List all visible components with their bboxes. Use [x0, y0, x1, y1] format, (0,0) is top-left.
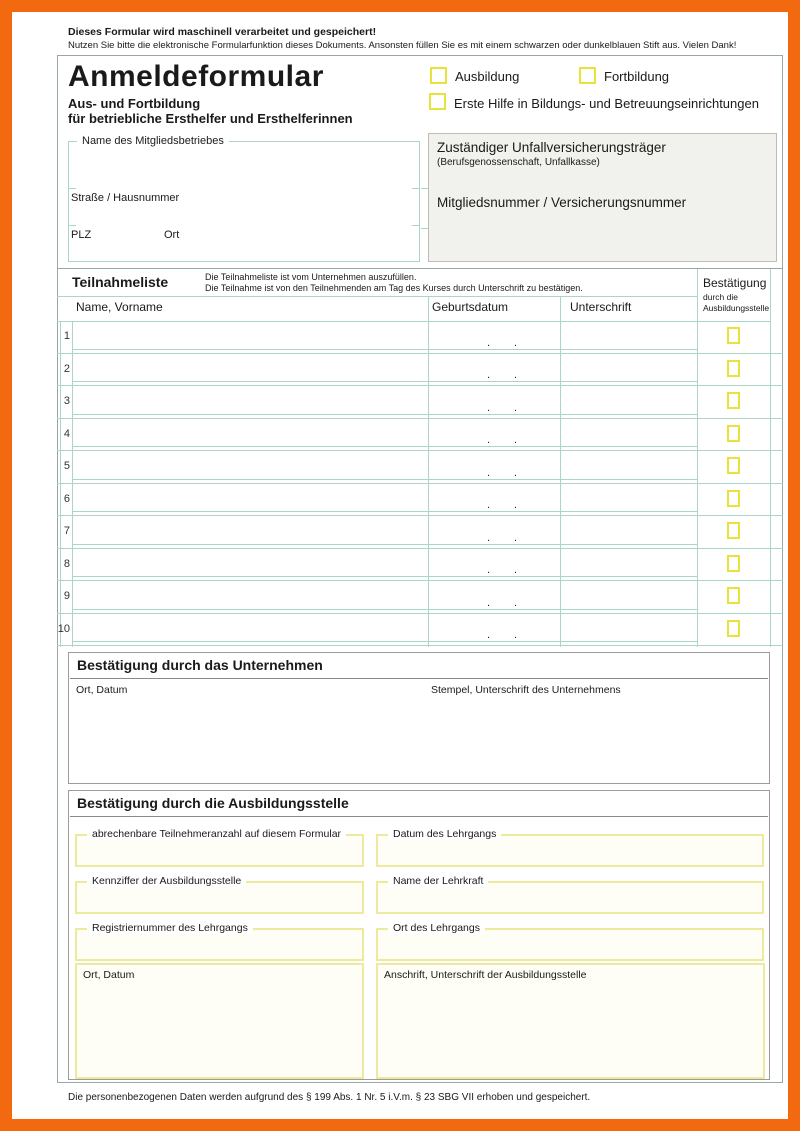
- insurer-sublabel: (Berufsgenossenschaft, Unfallkasse): [437, 157, 600, 168]
- date-dot: .: [487, 629, 491, 641]
- row-confirmation-checkbox[interactable]: [727, 587, 740, 604]
- form-subtitle: [68, 96, 353, 126]
- trainer-field[interactable]: [75, 828, 364, 867]
- date-dot: .: [487, 401, 491, 414]
- participant-row: [57, 451, 783, 484]
- row-writing-line: [72, 609, 697, 610]
- ort-datum-label: Ort, Datum: [76, 684, 128, 696]
- participant-row: [57, 386, 783, 419]
- ort-label: Ort: [164, 229, 180, 241]
- field-tick: [69, 188, 76, 189]
- trainer-field[interactable]: [376, 875, 764, 914]
- row-number: 2: [63, 362, 70, 375]
- trainer-field[interactable]: [75, 922, 364, 961]
- member-number-label: Mitgliedsnummer / Versicherungsnummer: [437, 195, 687, 210]
- row-number: 4: [63, 427, 70, 440]
- checkbox-fortbildung[interactable]: [579, 67, 596, 84]
- row-confirmation-checkbox[interactable]: [727, 425, 740, 442]
- date-dot: .: [487, 531, 491, 544]
- field-label: abrechenbare Teilnehmeranzahl auf diesem Formular: [87, 828, 346, 840]
- row-confirmation-checkbox[interactable]: [727, 490, 740, 507]
- street-label: Straße / Hausnummer: [71, 192, 180, 204]
- date-dot: .: [487, 596, 491, 609]
- participant-row: [57, 419, 783, 452]
- row-confirmation-checkbox[interactable]: [727, 555, 740, 572]
- row-writing-line: [72, 511, 697, 512]
- heading-rule: [70, 816, 768, 817]
- participants-notes: [205, 272, 583, 294]
- date-dot: .: [514, 336, 518, 349]
- row-confirmation-checkbox[interactable]: [727, 327, 740, 344]
- row-number: 7: [63, 525, 70, 537]
- row-confirmation-checkbox[interactable]: [727, 457, 740, 474]
- subtitle-line1: Aus- und Fortbildung: [68, 96, 201, 111]
- date-dot: .: [514, 499, 518, 511]
- row-writing-line: [72, 576, 697, 577]
- top-notice-text: Nutzen Sie bitte die elektronische Formularfunktion dieses Dokuments. Ansonsten füllen Sie es mit einem schwarzen oder dunkelblauen Stift aus. Vielen Dank!: [68, 40, 737, 51]
- column-header-signature: Unterschrift: [570, 300, 632, 314]
- column-header-birthdate: Geburtsdatum: [432, 300, 509, 314]
- date-dot: .: [514, 629, 518, 641]
- row-number: 6: [63, 492, 70, 505]
- field-label: Anschrift, Unterschrift der Ausbildungsstelle: [384, 969, 587, 981]
- field-tick: [69, 225, 76, 226]
- row-writing-line: [72, 544, 697, 545]
- trainer-confirmation-box: [68, 790, 770, 1080]
- checkbox-fortbildung-label: Fortbildung: [604, 69, 670, 84]
- date-dot: .: [514, 401, 518, 414]
- row-writing-line: [72, 414, 697, 415]
- company-confirmation-title: Bestätigung durch das Unternehmen: [77, 657, 323, 673]
- participants-title: Teilnahmeliste: [72, 274, 169, 290]
- date-dot: .: [487, 466, 491, 479]
- field-tick: [412, 225, 419, 226]
- checkbox-ausbildung-label: Ausbildung: [455, 69, 520, 84]
- insurer-label: Zuständiger Unfallversicherungsträger: [437, 140, 666, 155]
- top-notice: [68, 26, 768, 51]
- participants-rows: [57, 321, 783, 646]
- row-number: 3: [63, 395, 70, 407]
- checkbox-erste-hilfe-label: Erste Hilfe in Bildungs- und Betreuungseinrichtungen: [454, 96, 759, 111]
- row-writing-line: [72, 349, 697, 350]
- field-label: Ort des Lehrgangs: [388, 922, 485, 934]
- confirmation-column-title: Bestätigung: [703, 276, 767, 290]
- date-dot: .: [514, 596, 518, 609]
- confirmation-column-sub1: durch die: [703, 292, 738, 302]
- participant-row: [57, 614, 783, 647]
- row-confirmation-checkbox[interactable]: [727, 360, 740, 377]
- trainer-field[interactable]: [75, 875, 364, 914]
- participant-row: [57, 484, 783, 517]
- date-dot: .: [514, 434, 518, 446]
- form-title: Anmeldeformular: [68, 60, 324, 93]
- participants-section: [57, 268, 783, 646]
- date-dot: .: [487, 499, 491, 511]
- confirmation-column-sub2: Ausbildungsstelle: [703, 303, 770, 313]
- row-number: 1: [63, 330, 70, 342]
- participants-note-2: Die Teilnahme ist von den Teilnehmenden am Tag des Kurses durch Unterschrift zu bestätigen.: [205, 283, 583, 293]
- date-dot: .: [514, 531, 518, 544]
- row-number: 9: [63, 590, 70, 602]
- trainer-confirmation-title: Bestätigung durch die Ausbildungsstelle: [77, 795, 349, 811]
- field-label: Datum des Lehrgangs: [388, 828, 501, 840]
- subtitle-line2: für betriebliche Ersthelfer und Ersthelferinnen: [68, 111, 353, 126]
- participant-row: [57, 581, 783, 614]
- trainer-fields: [75, 828, 764, 961]
- company-address-box[interactable]: [68, 135, 420, 262]
- row-number: 5: [63, 460, 70, 472]
- date-dot: .: [514, 564, 518, 576]
- row-confirmation-checkbox[interactable]: [727, 522, 740, 539]
- date-dot: .: [487, 564, 491, 576]
- trainer-address-signature-field[interactable]: [376, 963, 765, 1079]
- heading-rule: [70, 678, 768, 679]
- trainer-field[interactable]: [376, 922, 764, 961]
- field-tick: [412, 188, 419, 189]
- field-label: Kennziffer der Ausbildungsstelle: [87, 875, 246, 887]
- row-number: 10: [57, 622, 70, 635]
- participant-row: [57, 354, 783, 387]
- trainer-field[interactable]: [376, 828, 764, 867]
- date-dot: .: [487, 336, 491, 349]
- field-tick: [421, 188, 428, 189]
- column-header-name: Name, Vorname: [76, 300, 163, 314]
- participant-row: [57, 549, 783, 582]
- date-dot: .: [514, 369, 518, 381]
- date-dot: .: [487, 369, 491, 381]
- row-writing-line: [72, 446, 697, 447]
- field-label: Name der Lehrkraft: [388, 875, 488, 887]
- row-number: 8: [63, 557, 70, 570]
- checkbox-erste-hilfe[interactable]: [429, 93, 446, 110]
- row-writing-line: [72, 641, 697, 642]
- participants-note-1: Die Teilnahmeliste ist vom Unternehmen auszufüllen.: [205, 272, 417, 282]
- participant-row: [57, 321, 783, 354]
- company-confirmation-box: [68, 652, 770, 784]
- field-label: Ort, Datum: [83, 969, 135, 981]
- participant-row: [57, 516, 783, 549]
- field-tick: [421, 228, 428, 229]
- trainer-ort-datum-field[interactable]: [75, 963, 364, 1079]
- bottom-notice: Die personenbezogenen Daten werden aufgrund des § 199 Abs. 1 Nr. 5 i.V.m. § 23 SBG VII erhoben und gespeichert.: [68, 1092, 591, 1103]
- company-name-label: Name des Mitgliedsbetriebes: [77, 135, 229, 147]
- row-writing-line: [72, 479, 697, 480]
- date-dot: .: [487, 434, 491, 446]
- date-dot: .: [514, 466, 518, 479]
- row-confirmation-checkbox[interactable]: [727, 620, 740, 637]
- stamp-signature-label: Stempel, Unterschrift des Unternehmens: [431, 684, 621, 696]
- checkbox-ausbildung[interactable]: [430, 67, 447, 84]
- field-label: Registriernummer des Lehrgangs: [87, 922, 253, 934]
- insurer-box[interactable]: [428, 133, 777, 262]
- top-notice-bold: Dieses Formular wird maschinell verarbeitet und gespeichert!: [68, 26, 377, 38]
- table-line: [57, 296, 697, 297]
- row-confirmation-checkbox[interactable]: [727, 392, 740, 409]
- row-writing-line: [72, 381, 697, 382]
- plz-label: PLZ: [71, 229, 92, 241]
